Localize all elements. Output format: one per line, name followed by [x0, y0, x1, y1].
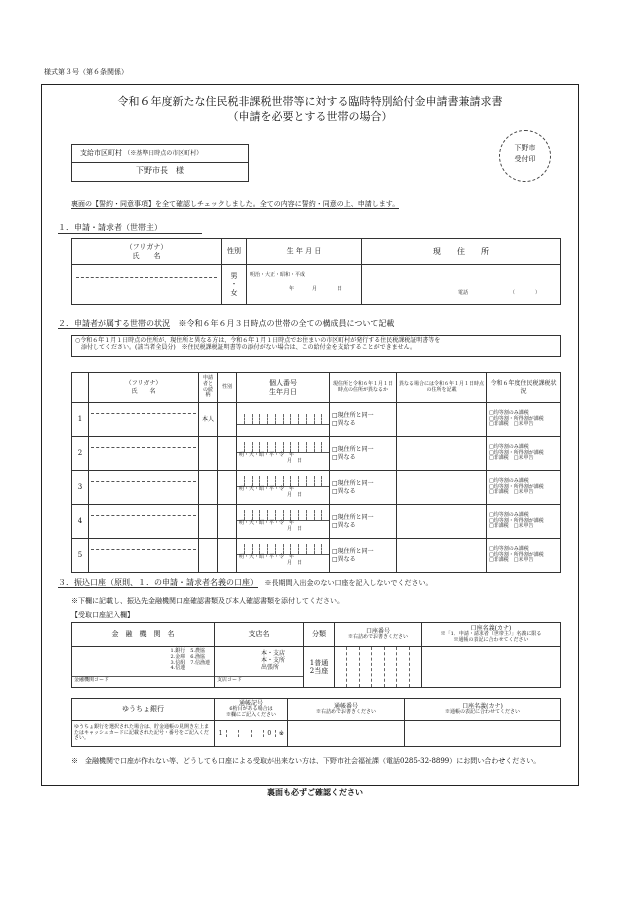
type-current[interactable]: 2当座 [309, 667, 329, 675]
transfer-box-label: 【受取口座記入欄】 [71, 611, 134, 619]
s2-note-line2: 添付してください。(該当者全員分) ※住民税課税証明書等の添付がない場合は、この給付金を支給することができません。 [75, 344, 417, 352]
member-number-birth-field[interactable] [237, 403, 330, 437]
bank-account-table [71, 622, 561, 688]
member-tax-field[interactable] [487, 505, 561, 539]
account-holder-field[interactable] [422, 647, 561, 688]
addr-same-check[interactable]: □現住所と同一 [332, 412, 374, 420]
s2-jan-address-detail-header: 異なる場合には令和６年１月１日時点の住所を記載 [397, 373, 487, 403]
s1-day: 日 [337, 286, 343, 292]
member-relation-field[interactable] [199, 539, 218, 573]
member-tax-field[interactable] [487, 539, 561, 573]
member-gender-field[interactable] [218, 471, 237, 505]
yucho-number-field[interactable] [288, 721, 405, 747]
gender-female: 女 [230, 288, 238, 297]
member-address-check[interactable] [330, 505, 397, 539]
bank-name-field[interactable] [72, 647, 215, 688]
member-address-check[interactable] [330, 471, 397, 505]
s1-month: 月 [312, 286, 318, 292]
member-gender-field[interactable] [218, 403, 237, 437]
addr-same-check[interactable]: □現住所と同一 [332, 548, 374, 556]
tax-opt-equal[interactable]: □均等割のみ課税 [489, 511, 529, 518]
member-name-field[interactable] [89, 539, 199, 573]
yucho-sign-note-2: ※欄にご記入ください [225, 712, 276, 719]
member-gender-field[interactable] [218, 505, 237, 539]
household-row [72, 505, 561, 539]
s2-relation-header: 申請者との続柄 [199, 373, 218, 403]
day-label: 日 [297, 492, 303, 498]
day-label: 日 [297, 526, 303, 532]
yucho-sign-header: 通帳記号 [238, 700, 263, 708]
s1-name-header: 氏 名 [132, 251, 161, 260]
s2-name-header: 氏 名 [131, 387, 156, 395]
applicant-name-field[interactable] [72, 265, 222, 305]
tax-opt-unfiled[interactable]: □未申告 [513, 557, 534, 564]
s2-birth-header: 生年月日 [269, 387, 297, 396]
holder-note-2: ※通帳の表記に合わせてください [453, 637, 529, 644]
s1-gender-header: 性別 [222, 239, 247, 265]
tax-opt-unfiled[interactable]: □未申告 [513, 523, 534, 530]
account-type-field[interactable] [304, 647, 335, 688]
row-number: 3 [72, 471, 89, 505]
member-address-check[interactable] [330, 403, 397, 437]
bank-type-4: 4.信連 [170, 665, 186, 672]
yucho-holder-header: 口座名義(カナ) [462, 703, 503, 711]
branch-code-label: 支店コード [217, 677, 243, 683]
yucho-extra-mark: ※ [278, 729, 284, 737]
s1-eras: 明治・大正・昭和・平成 [250, 272, 306, 278]
stamp-line2: 受付印 [514, 155, 536, 163]
account-number-field[interactable] [335, 647, 422, 688]
s1-phone-label: 電話 [458, 290, 469, 296]
member-name-field[interactable] [89, 403, 199, 437]
member-jan-address-field[interactable] [397, 505, 487, 539]
tax-opt-equal[interactable]: □均等割のみ課税 [489, 443, 529, 450]
payer-box [71, 144, 249, 182]
yucho-number-header: 通帳番号 [333, 703, 358, 711]
row-number: 1 [72, 403, 89, 437]
household-row [72, 437, 561, 471]
addr-diff-check[interactable]: □異なる [332, 487, 356, 495]
consent-statement: 裏面の【誓約・同意事項】を全て確認しチェックしました。全ての内容に誓約・同意の上、申請します。 [71, 200, 400, 208]
tax-opt-equal[interactable]: □均等割のみ課税 [489, 409, 529, 416]
addr-diff-check[interactable]: □異なる [332, 453, 356, 461]
era-line: 明・大・昭・平・令 [239, 554, 285, 561]
applicant-birth-field[interactable] [247, 265, 362, 305]
bank-type-3: 3.信組 7.信漁連 [170, 659, 210, 666]
era-line: 明・大・昭・平・令 [239, 486, 285, 493]
yucho-label: ゆうちょ銀行 [72, 699, 215, 721]
s1-year: 年 [289, 286, 295, 292]
tax-opt-income[interactable]: □均等割・所得割が課税 [489, 551, 544, 558]
month-label: 月 [287, 526, 293, 532]
branch-type-1: 本・支店 [261, 650, 286, 657]
month-label: 月 [287, 492, 293, 498]
relation-self: 本人 [199, 403, 218, 437]
branch-name-header: 支店名 [215, 623, 304, 647]
yucho-digit-1: 1 [215, 730, 227, 737]
bank-type-2: 2.金庫 6.漁協 [170, 653, 205, 660]
bank-name-header: 金 融 機 関 名 [72, 623, 215, 647]
member-gender-field[interactable] [218, 437, 237, 471]
year-label: 年 [289, 452, 295, 459]
holder-note-1: ※「1．申請・請求者（世帯主）」名義に限る [440, 631, 542, 638]
tax-opt-exempt[interactable]: □非課税 [489, 455, 509, 462]
account-number-header: 口座番号 [365, 628, 390, 636]
month-label: 月 [287, 560, 293, 566]
branch-type-2: 本・支所 [261, 657, 286, 665]
yucho-number-note: ※右詰めでお書きください [315, 709, 376, 716]
section2-subheading: ※令和６年６月３日時点の世帯の全ての構成員について記載 [178, 319, 395, 328]
member-jan-address-field[interactable] [397, 539, 487, 573]
year-label: 年 [289, 520, 295, 527]
member-tax-field[interactable] [487, 403, 561, 437]
tax-opt-unfiled[interactable]: □未申告 [513, 421, 534, 428]
member-gender-field[interactable] [218, 539, 237, 573]
section2-heading: ２．申請者が属する世帯の状況 [58, 319, 170, 328]
bank-code-label: 金融機関コード [74, 677, 110, 683]
s2-jan-address-header: 現住所と令和６年１月１日時点の住所が異なるか [330, 373, 397, 403]
month-label: 月 [287, 458, 293, 464]
reception-stamp [499, 130, 551, 182]
footnote-mark: ※ [71, 757, 78, 765]
addr-same-check[interactable]: □現住所と同一 [332, 480, 374, 488]
gender-sep: ・ [230, 280, 238, 289]
yucho-table [71, 698, 561, 747]
yucho-description: ゆうちょ銀行を選択された場合は、貯金通帳の見開き左上またはキャッシュカードに記載された記号・番号をご記入ください。 [72, 721, 215, 747]
row-number: 4 [72, 505, 89, 539]
form-subtitle: （申請を必要とする世帯の場合） [227, 110, 393, 123]
tax-opt-income[interactable]: □均等割・所得割が課税 [489, 483, 544, 490]
member-number-birth-field[interactable] [237, 471, 330, 505]
account-number-note: ※右詰めでお書きください [347, 634, 408, 641]
bank-type-1: 1.銀行 5.農協 [170, 648, 205, 654]
account-holder-header: 口座名義(カナ) [470, 625, 512, 633]
yucho-sign-field[interactable] [215, 721, 288, 747]
tax-opt-income[interactable]: □均等割・所得割が課税 [489, 449, 544, 456]
yucho-holder-field[interactable] [405, 721, 561, 747]
payer-label: 支給市区町村 [80, 149, 122, 157]
applicant-address-field[interactable] [362, 265, 561, 305]
day-label: 日 [297, 458, 303, 464]
tax-opt-income[interactable]: □均等割・所得割が課税 [489, 415, 544, 422]
addr-diff-check[interactable]: □異なる [332, 419, 356, 427]
member-jan-address-field[interactable] [397, 403, 487, 437]
account-type-header: 分類 [304, 623, 335, 647]
era-line: 明・大・昭・平・令 [239, 452, 285, 459]
member-jan-address-field[interactable] [397, 437, 487, 471]
member-name-field[interactable] [89, 505, 199, 539]
section2-note [71, 335, 561, 357]
form-number: 様式第３号（第６条関係） [44, 68, 128, 76]
member-tax-field[interactable] [487, 437, 561, 471]
member-tax-field[interactable] [487, 471, 561, 505]
addr-diff-check[interactable]: □異なる [332, 555, 356, 563]
member-relation-field[interactable] [199, 437, 218, 471]
form-title: 令和６年度新たな住民税非課税世帯等に対する臨時特別給付金申請書兼請求書 [117, 95, 503, 108]
household-row [72, 539, 561, 573]
type-ordinary[interactable]: 1普通 [309, 658, 329, 667]
section3-footnote [71, 757, 557, 765]
tax-opt-equal[interactable]: □均等割のみ課税 [489, 477, 529, 484]
s1-phone-field: （ ） [510, 290, 541, 296]
day-label: 日 [297, 560, 303, 566]
stamp-line1: 下野市 [514, 144, 536, 152]
member-relation-field[interactable] [199, 471, 218, 505]
member-jan-address-field[interactable] [397, 471, 487, 505]
s1-furigana: （フリガナ） [125, 243, 168, 252]
yucho-sign-note-1: 6桁目がある場合は [229, 706, 273, 713]
s2-personal-number-header: 個人番号 [269, 379, 297, 388]
member-address-check[interactable] [330, 437, 397, 471]
member-number-birth-field[interactable] [237, 539, 330, 573]
addr-diff-check[interactable]: □異なる [332, 521, 356, 529]
s1-birth-header: 生 年 月 日 [247, 239, 362, 265]
tax-opt-exempt[interactable]: □非課税 [489, 421, 509, 428]
household-row [72, 471, 561, 505]
member-number-birth-field[interactable] [237, 505, 330, 539]
tax-opt-exempt[interactable]: □非課税 [489, 557, 509, 564]
s2-tax-status-header: 令和６年度住民税課税状況 [487, 373, 561, 403]
year-label: 年 [289, 554, 295, 561]
payer-value: 下野市長 様 [136, 166, 184, 175]
row-number: 2 [72, 437, 89, 471]
row-number: 5 [72, 539, 89, 573]
member-name-field[interactable] [89, 437, 199, 471]
tax-opt-unfiled[interactable]: □未申告 [513, 489, 534, 496]
addr-same-check[interactable]: □現住所と同一 [332, 514, 374, 522]
tax-opt-equal[interactable]: □均等割のみ課税 [489, 545, 529, 552]
member-address-check[interactable] [330, 539, 397, 573]
branch-name-field[interactable] [215, 647, 304, 688]
tax-opt-income[interactable]: □均等割・所得割が課税 [489, 517, 544, 524]
household-table [71, 372, 561, 573]
member-name-field[interactable] [89, 471, 199, 505]
addr-same-check[interactable]: □現住所と同一 [332, 446, 374, 454]
payer-note: （※基準日時点の市区町村） [124, 150, 203, 157]
member-number-birth-field[interactable] [237, 437, 330, 471]
section3-heading-note: ※長期間入出金のない口座を記入しないでください。 [264, 579, 433, 587]
section1-heading: １．申請・請求者（世帯主） [58, 223, 202, 234]
yucho-digit-0: 0 [264, 730, 276, 737]
s2-furigana-header: （フリガナ） [125, 380, 162, 388]
footnote-text: 金融機関で口座が作れない等、どうしても口座による受取が出来ない方は、下野市社会福祉課（電話0285-32-8899）にお問い合わせください。 [85, 757, 541, 765]
section3-instruction: ※下欄に記載し、振込先金融機関口座確認書類及び本人確認書類を添付してください。 [71, 597, 344, 605]
s2-note-line1: ○令和６年１月１日時点の住所が、現住所と異なる方は、令和６年１月１日時点でお住まいの市区町村が発行する住民税課税証明書等を [75, 337, 441, 344]
gender-male: 男 [230, 271, 238, 280]
year-label: 年 [289, 486, 295, 493]
yucho-holder-note: ※通帳の表記に合わせてください [444, 709, 520, 716]
section3-heading: ３．振込口座（原則、１．の申請・請求者名義の口座） [58, 578, 258, 587]
s1-address-header: 現 住 所 [362, 239, 561, 265]
tax-opt-exempt[interactable]: □非課税 [489, 489, 509, 496]
branch-type-3: 出張所 [261, 664, 280, 672]
era-line: 明・大・昭・平・令 [239, 520, 285, 527]
footer-reminder: 裏面も必ずご確認ください [267, 787, 363, 797]
s2-gender-header: 性別 [218, 373, 237, 403]
tax-opt-exempt[interactable]: □非課税 [489, 523, 509, 530]
applicant-table [71, 238, 561, 305]
member-relation-field[interactable] [199, 505, 218, 539]
household-row [72, 403, 561, 437]
applicant-gender-field[interactable] [222, 265, 247, 305]
tax-opt-unfiled[interactable]: □未申告 [513, 455, 534, 462]
